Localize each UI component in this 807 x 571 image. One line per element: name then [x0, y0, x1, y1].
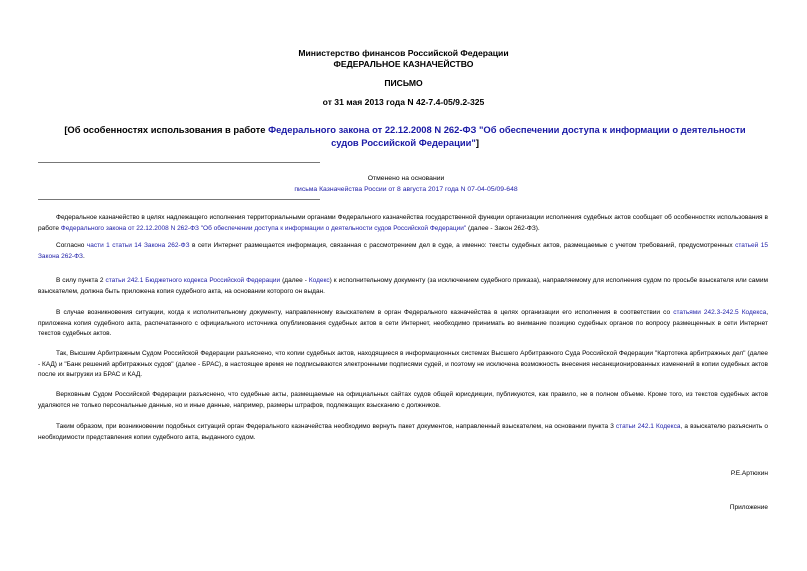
paragraph-1: Федеральное казначейство в целях надлежащего исполнения территориальными органами Федерального казначейства государственной функции организации исполнения судебных актов сообщает об особенностях использования в работе Федерального закона от 22.12.2008 N 262-ФЗ "Об обеспечении доступа к информации о деятельности судов Российской Федерации" (далее - Закон 262-ФЗ). [38, 214, 768, 232]
document-title: [Об особенностях использования в работе Федерального закона от 22.12.2008 N 262-ФЗ "Об обеспечении доступа к информации о деятельности судов Российской Федерации"] [64, 124, 746, 148]
divider-top [38, 162, 320, 163]
paragraph-2: Согласно части 1 статьи 14 Закона 262-ФЗ в сети Интернет размещается информация, связанная с рассмотрением дел в суде, а именно: тексты судебных актов, размещаемые с учетом требований, предусмотренных статьей 15 Закона 262-ФЗ. [38, 242, 768, 260]
signature: Р.Е.Артюхин [730, 470, 768, 477]
title-law-link[interactable]: Федерального закона от 22.12.2008 N 262-ФЗ "Об обеспечении доступа к информации о деятельности судов Российской Федерации" [268, 124, 746, 148]
document-type: ПИСЬМО [384, 78, 423, 88]
paragraph-5: Так, Высшим Арбитражным Судом Российской Федерации разъяснено, что копии судебных актов, находящиеся в информационных системах Высшего Арбитражного Суда Российской Федерации "Картотека арбитражных дел" (далее - КАД) и "Банк решений арбитражных судов" (далее - БРАС), в настоящее время не подписываются электронными подписями судей, и поэтому не исключена возможность внесения несанкционированных изменений в копии судебных актов после их выгрузки из БРАС и КАД. [38, 350, 768, 378]
p4-articles-link[interactable]: статьями 242.3-242.5 Кодекса [673, 309, 767, 316]
paragraph-3: В силу пункта 2 статьи 242.1 Бюджетного кодекса Российской Федерации (далее - Кодекс) к исполнительному документу (за исключением судебного приказа), направляемому для исполнения судом по просьбе взыскателя или самим взыскателем, должна быть приложена копия судебного акта, на основании которого он выдан. [38, 277, 768, 295]
paragraph-6: Верховным Судом Российской Федерации разъяснено, что судебные акты, размещаемые на официальных сайтах судов общей юрисдикции, публикуются, как правило, не в полном объеме. Кроме того, из текстов судебных актов удаляются не только персональные данные, но и иные данные, например, размеры штрафов, подлежащих взысканию с должников. [38, 391, 768, 409]
agency-name: ФЕДЕРАЛЬНОЕ КАЗНАЧЕЙСТВО [333, 59, 474, 69]
p1-law-link[interactable]: Федерального закона от 22.12.2008 N 262-ФЗ "Об обеспечении доступа к информации о деятельности судов Российской Федерации" [60, 224, 467, 232]
p3-budget-code-link[interactable]: статьи 242.1 Бюджетного кодекса Российской Федерации [105, 277, 281, 284]
document-date-number: от 31 мая 2013 года N 42-7.4-05/9.2-325 [322, 97, 485, 107]
status-note: Отменено на основании [367, 175, 445, 182]
appendix-label: Приложение [729, 504, 768, 511]
p2-article15-link[interactable]: статьей 15 Закона 262-ФЗ [38, 242, 768, 260]
p7-article-link[interactable]: статьи 242.1 Кодекса [615, 423, 681, 430]
p2-article14-link[interactable]: части 1 статьи 14 Закона 262-ФЗ [86, 242, 190, 249]
paragraph-4: В случае возникновения ситуации, когда к исполнительному документу, направленному взыскателем в орган Федерального казначейства в целях организации его исполнения в соответствии со статьями 242.3-242.5 Кодекса, приложена копия судебного акта, распечатанного с официального источника опубликования судебных актов в сети Интернет, необходимо принимать во внимание позицию судебных органов по вопросу размещенных в сети Интернет текстов судебных актов. [38, 309, 768, 337]
status-note-link[interactable]: письма Казначейства России от 8 августа 2017 года N 07-04-05/09-648 [294, 186, 518, 193]
p3-code-link[interactable]: Кодекс [308, 277, 330, 284]
divider-bottom [38, 199, 320, 200]
ministry-name: Министерство финансов Российской Федерации [298, 48, 509, 58]
paragraph-7: Таким образом, при возникновении подобных ситуаций орган Федерального казначейства необходимо вернуть пакет документов, направленный взыскателем, на основании пункта 3 статьи 242.1 Кодекса, а взыскателю разъяснить о необходимости представления копии судебного акта, выданного судом. [38, 423, 768, 441]
